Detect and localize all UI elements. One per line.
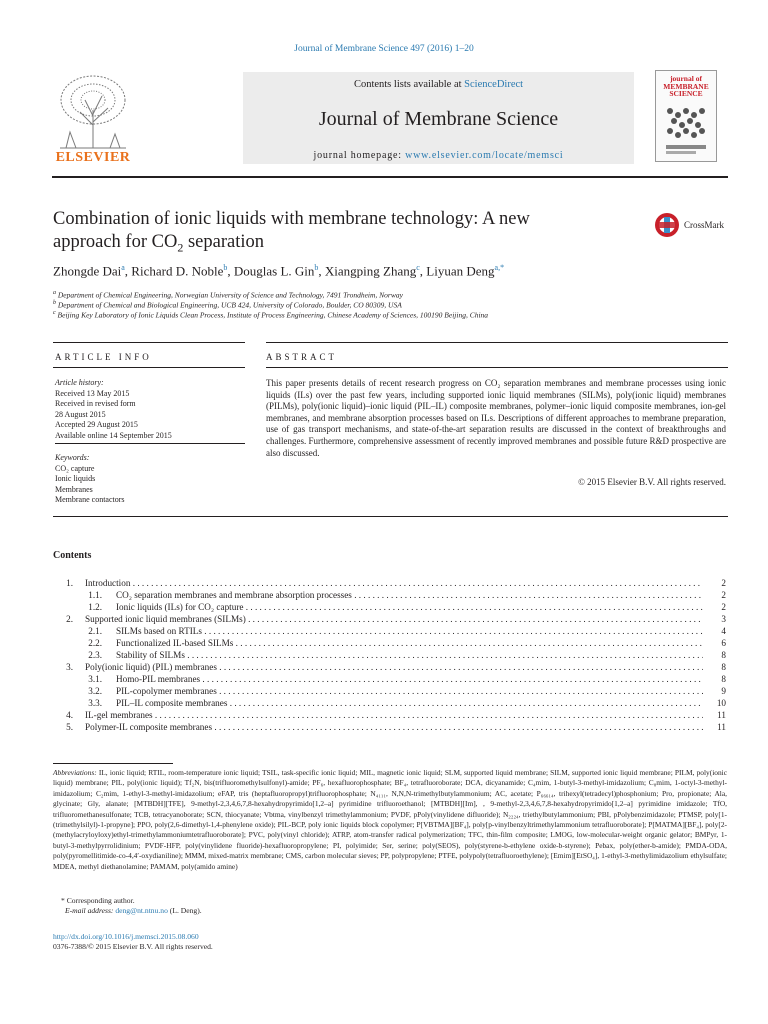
- toc-page: 2: [721, 590, 726, 600]
- toc-page: 8: [721, 662, 726, 672]
- toc-number: 2.: [66, 614, 73, 624]
- toc-page: 4: [721, 626, 726, 636]
- history-line: 28 August 2015: [55, 409, 106, 419]
- table-of-contents: [0, 577, 768, 737]
- toc-title[interactable]: Stability of SILMs . . .: [116, 649, 703, 661]
- toc-page: 8: [721, 674, 726, 684]
- toc-page: 11: [717, 710, 726, 720]
- email-link[interactable]: deng@nt.ntnu.no: [115, 906, 168, 915]
- toc-entry[interactable]: [0, 709, 768, 721]
- toc-title[interactable]: Supported ionic liquid membranes (SILMs) . . .: [85, 613, 703, 625]
- crossmark-badge[interactable]: [654, 212, 728, 240]
- toc-number: 2.1.: [88, 626, 102, 636]
- affiliation-marker: a: [53, 290, 56, 296]
- abstract-text: This paper presents details of recent research progress on CO₂ separation membranes and membrane processes using ionic liquids (ILs) over the past few years, including supported ionic liquid membranes (SILMs), poly(ionic liquid) membranes (PILMs), poly(ionic liquid)–ionic liquid (PIL–IL) composite membranes, polymer–ionic liquid composite membranes, ion-gel membranes, and membrane absorption processes based on ILs. Descriptions of different approaches to membrane preparation, use of gas transport mechanisms, and state-of-the-art separation results are discussed in the context of breakthroughs and challenges. Furthermore, comprehensive assessment of recently improved membranes and possible future R&D prospective are also discussed.: [266, 378, 726, 458]
- contents-top-rule: [53, 516, 728, 517]
- abstract-rule: [266, 342, 728, 343]
- affiliation-marker: b: [53, 300, 56, 306]
- article-title: [53, 208, 613, 260]
- toc-number: 3.2.: [88, 686, 102, 696]
- masthead-rule: [52, 176, 728, 178]
- email-suffix: (L. Deng).: [167, 906, 202, 915]
- article-info-rule-lower: [53, 367, 245, 368]
- toc-title[interactable]: PIL-copolymer membranes . . .: [116, 685, 703, 697]
- affiliation: [53, 290, 729, 300]
- toc-title[interactable]: Introduction . . .: [85, 577, 703, 589]
- author-affil-marker[interactable]: a: [121, 263, 125, 272]
- toc-entry[interactable]: [0, 613, 768, 625]
- history-line: Received in revised form: [55, 399, 136, 408]
- toc-page: 8: [721, 650, 726, 660]
- toc-number: 1.: [66, 578, 73, 588]
- toc-number: 2.2.: [88, 638, 102, 648]
- toc-title[interactable]: Homo-PIL membranes . . .: [116, 673, 703, 685]
- author-list: Zhongde Dai$^a$, Richard D. Noble$^b$, Douglas L. Gin$^b$, Xiangping Zhang$^c$, Liyuan Deng$^{a,*}$: [53, 263, 505, 279]
- abstract-heading: ABSTRACT: [266, 352, 338, 362]
- email-note: [53, 906, 739, 916]
- toc-entry[interactable]: [0, 721, 768, 733]
- toc-page: 9: [721, 686, 726, 696]
- toc-page: 6: [721, 638, 726, 648]
- toc-number: 1.1.: [88, 590, 102, 600]
- journal-cover-thumbnail[interactable]: [655, 70, 717, 162]
- toc-entry[interactable]: [0, 661, 768, 673]
- toc-title[interactable]: Functionalized IL-based SILMs . . .: [116, 637, 703, 649]
- abbreviations-label: Abbreviations:: [53, 768, 97, 777]
- toc-title[interactable]: Ionic liquids (ILs) for CO₂ capture . . .: [116, 601, 703, 613]
- toc-title[interactable]: IL-gel membranes . . .: [85, 709, 703, 721]
- toc-entry[interactable]: [0, 673, 768, 685]
- corresponding-author-note: * Corresponding author.: [61, 896, 135, 905]
- affiliation: [53, 310, 729, 320]
- toc-number: 5.: [66, 722, 73, 732]
- author-affil-marker[interactable]: b: [223, 263, 228, 272]
- email-label: E-mail address:: [65, 906, 116, 915]
- cover-title: journal of MEMBRANE SCIENCE: [663, 74, 709, 98]
- author-name[interactable]: Liyuan Deng: [426, 263, 495, 279]
- toc-entry[interactable]: [0, 577, 768, 589]
- footnote-rule: [53, 763, 173, 764]
- keyword[interactable]: Membrane contactors: [55, 495, 125, 504]
- toc-entry[interactable]: [0, 625, 768, 637]
- abstract-rule-lower: [266, 367, 728, 368]
- toc-entry[interactable]: [0, 601, 768, 613]
- toc-entry[interactable]: [0, 649, 768, 661]
- history-line: Received 13 May 2015: [55, 388, 130, 398]
- cover-graphic-icon: [656, 71, 716, 161]
- article-title-line1: Combination of ionic liquids with membrane technology: A new: [53, 209, 530, 229]
- journal-homepage-line: [243, 150, 634, 161]
- keywords-block: [55, 453, 245, 506]
- author-affil-marker[interactable]: a,*: [494, 263, 505, 272]
- crossmark-icon: [654, 212, 680, 238]
- toc-page: 11: [717, 722, 726, 732]
- elsevier-tree-icon: [52, 70, 134, 150]
- toc-page: 2: [721, 578, 726, 588]
- toc-title[interactable]: PIL–IL composite membranes . . .: [116, 697, 703, 709]
- contents-prefix: Contents lists available at: [353, 79, 465, 90]
- toc-page: 2: [721, 602, 726, 612]
- abbreviations-footnote: [53, 768, 727, 872]
- sciencedirect-link[interactable]: ScienceDirect: [464, 79, 524, 90]
- toc-number: 3.1.: [88, 674, 102, 684]
- journal-citation-link[interactable]: Journal of Membrane Science 497 (2016) 1–20: [294, 44, 474, 54]
- toc-number: 3.: [66, 662, 73, 672]
- elsevier-logo[interactable]: [52, 70, 134, 164]
- affiliation-text: Department of Chemical and Biological Engineering, UCB 424, University of Colorado, Boulder, CO 80309, USA: [57, 300, 402, 310]
- article-title-line2-post: separation: [183, 232, 264, 252]
- history-line: Accepted 29 August 2015: [55, 420, 138, 429]
- affiliation-marker: c: [53, 310, 56, 316]
- history-keywords-divider: [55, 443, 245, 444]
- homepage-prefix: journal homepage:: [313, 150, 406, 161]
- toc-entry[interactable]: [0, 697, 768, 709]
- article-title-line2-pre: approach for CO: [53, 232, 178, 252]
- affiliation-text: Department of Chemical Engineering, Norwegian University of Science and Technology, 7491 Trondheim, Norway: [57, 290, 403, 300]
- homepage-link[interactable]: www.elsevier.com/locate/memsci: [405, 150, 564, 161]
- toc-title[interactable]: CO₂ separation membranes and membrane absorption processes . . .: [116, 589, 703, 601]
- toc-page: 10: [716, 698, 726, 708]
- author-name[interactable]: Douglas L. Gin: [233, 263, 315, 279]
- article-history-rule-wrap: [55, 443, 245, 448]
- article-info-heading: ARTICLE INFO: [55, 352, 152, 362]
- contents-heading: Contents: [53, 550, 92, 561]
- keyword[interactable]: CO₂ capture: [55, 463, 95, 473]
- toc-page: 3: [721, 614, 726, 624]
- affiliation: [53, 300, 729, 310]
- toc-title[interactable]: Poly(ionic liquid) (PIL) membranes . . .: [85, 661, 703, 673]
- toc-number: 2.3.: [88, 650, 102, 660]
- article-title-subscript: 2: [177, 240, 184, 255]
- affiliation-text: Beijing Key Laboratory of Ionic Liquids Clean Process, Institute of Process Engineering, Chinese Academy of Sciences, 100190 Beijing, China: [57, 310, 489, 320]
- abbreviations-text: IL, ionic liquid; RTIL, room-temperature ionic liquid; TSIL, task-specific ionic liquid; MIL, magnetic ionic liquid; SLM, supported liquid membrane; SILM, supported ionic liquid membrane; PILM, poly(ionic liquid) membrane; PIL, poly(ionic liquid); Tf₂N, bis(trifluoromethylsulfonyl)-amide; PF₆, hexafluorophosphate; BF₄, tetrafluoroborate; DCA, dicyanamide; C₄mim, 1-butyl-3-methyl-imidazolium; C₈mim, 1-octyl-3-methyl-imidazolium; C₂mim, 1-ethyl-3-methyl-imidazolium; eFAP, tris (heptafluoropropyl)trifluorophosphate; N₄₁₁₁, N,N,N-trimethylbutylammonium; AC, acetate; P₆₆₆₁₄, trihexyl(tetradecyl)phosphonium; Pro, propionate; Ala, glycinate; Gly, alanate; [MTBDH][TFE], 9-methyl-2,3,4,6,7,8-hexahydropyrimido[1,2–a] pyrimidine trifluoroethanol; [MTBDH][Im], , 9-methyl-2,3,4,6,7,8-hexahydropyrimido[1,2–a] pyrimidine imidazole; TfO, trifluoromethanesulfonate; TCB, tetracyanoborate; SCN, thiocyanate; Vbtma, vinylbenzyl trimethylammonium; PVDF, pPoly(vinylidene difluoride); N₂₂₂₄, triethylbutylammonium; PBI, pPolybenzimidazole; PTMSP, poly[1-(trimethylsilyl)-1-propyne]; PPO, poly(2,6-dimethyl-1,4-phenylene oxide); PIL-BCP, poly ionic liquids block copolymer; P[VBTMA][BF₄], poly[p-vinylbenzyltrimethylammonium tetrafluoroborate]; P[MATMA][BF₄], poly[2-(methylacryloyloxy)ethyl-trimethylammoniumtetrafluoroborate]; PVC, poly(vinyl chloride); ATRP, atom-transfer radical polymerization; TFC, thin-film composite; LMOG, low-molecular-weight organic gelator; BMPyr, 1-butyl-3-methylpyrrolidinium; PVDF-HFP, poly(vinylidene fluoride)-hexafluoropropylene; PI, polyimide; Ser, serine; poly(SEOS), poly(styrene-b-ethylene oxide-b-styrene); Pebax, poly(ether-b-amide); PMDA-ODA, poly(pyromellitimide-co-4,4′-oxydianiline); MMM, mixed-matrix membrane; CMS, carbon molecular sieves; PP, polypropylene; PTFE, polypoly(tetrafluoroethylene); [Emim][EtSO₄], 1-ethyl-3-methylimidazolium ethylsulfate; MDEA, methyl diethanolamine; PAMAM, poly(amido amine): [53, 768, 727, 871]
- abstract-copyright: © 2015 Elsevier B.V. All rights reserved.: [578, 477, 726, 487]
- keyword[interactable]: Membranes: [55, 484, 93, 494]
- keyword[interactable]: Ionic liquids: [55, 474, 96, 483]
- toc-entry[interactable]: [0, 685, 768, 697]
- doi-link[interactable]: http://dx.doi.org/10.1016/j.memsci.2015.08.060: [53, 932, 199, 941]
- elsevier-wordmark: ELSEVIER: [55, 150, 131, 165]
- toc-number: 1.2.: [88, 602, 102, 612]
- toc-entry[interactable]: [0, 637, 768, 649]
- toc-title[interactable]: SILMs based on RTILs . . .: [116, 625, 703, 637]
- author-name[interactable]: Xiangping Zhang: [324, 263, 417, 279]
- journal-name: Journal of Membrane Science: [318, 108, 559, 130]
- history-line: Available online 14 September 2015: [55, 430, 172, 440]
- toc-number: 4.: [66, 710, 73, 720]
- author-affil-marker[interactable]: b: [314, 263, 319, 272]
- author-name[interactable]: Zhongde Dai: [53, 263, 122, 279]
- author-name[interactable]: Richard D. Noble: [131, 263, 224, 279]
- crossmark-label: CrossMark: [684, 220, 724, 230]
- contents-available-line: [243, 79, 634, 90]
- article-history: [55, 378, 245, 441]
- history-label: Article history:: [55, 378, 104, 387]
- author-affil-marker[interactable]: c: [416, 263, 420, 272]
- issn-copyright: 0376-7388/© 2015 Elsevier B.V. All rights reserved.: [53, 942, 213, 951]
- toc-title[interactable]: Polymer-IL composite membranes . . .: [85, 721, 703, 733]
- keywords-label: Keywords:: [55, 453, 90, 462]
- article-info-rule: [53, 342, 245, 343]
- toc-entry[interactable]: [0, 589, 768, 601]
- toc-number: 3.3.: [88, 698, 102, 708]
